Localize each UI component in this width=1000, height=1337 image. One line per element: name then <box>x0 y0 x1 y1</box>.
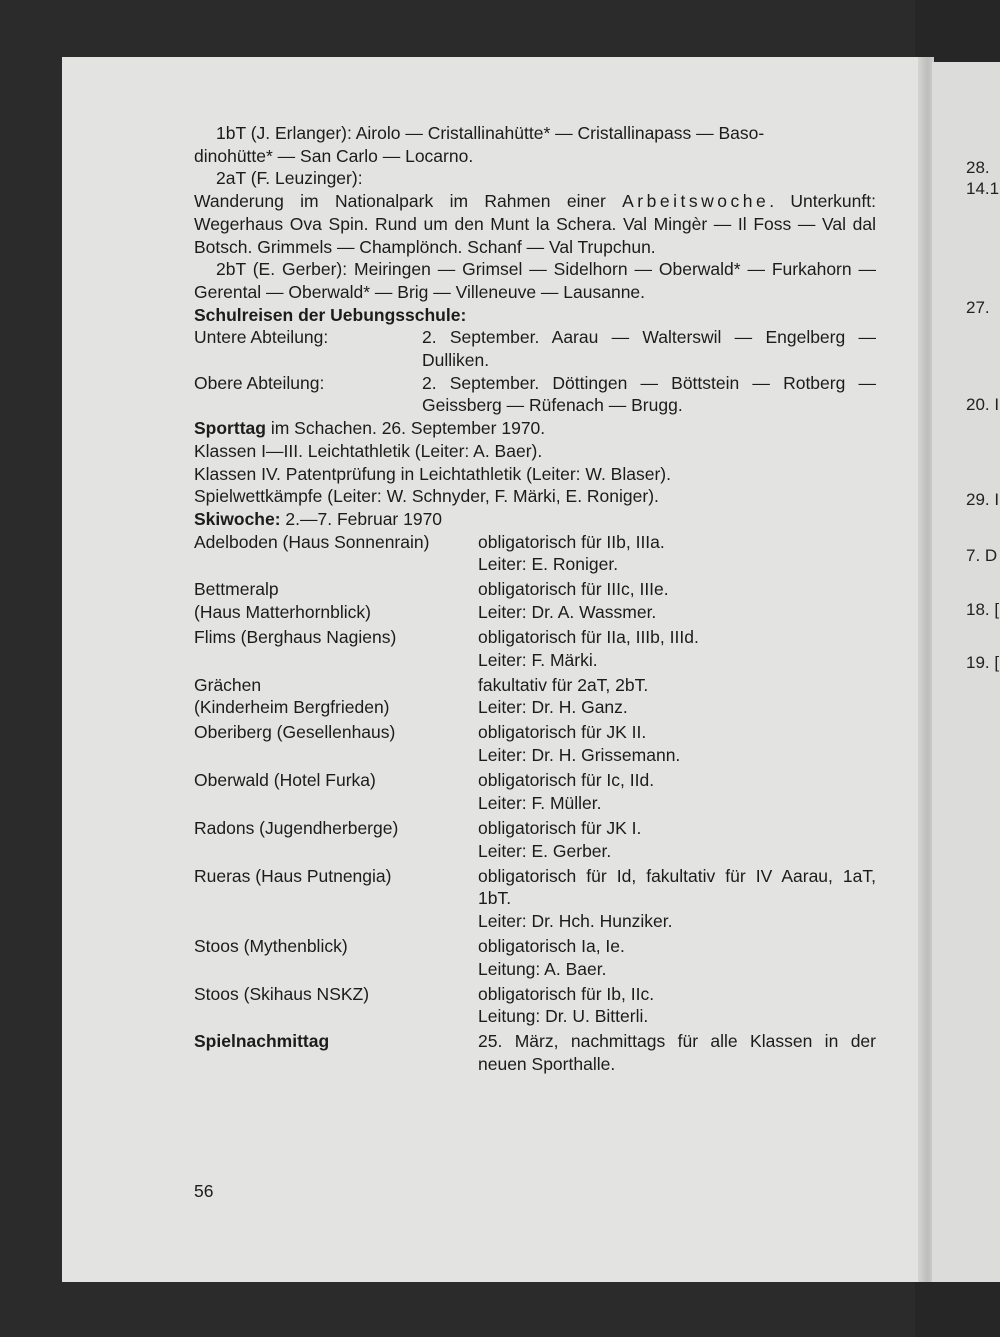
skiwoche-heading-rest: 2.—7. Februar 1970 <box>280 508 443 529</box>
next-page-fragment: 20. I <box>966 395 1000 414</box>
ski-leader: Leiter: F. Märki. <box>478 649 598 670</box>
sporttag-heading-bold: Sporttag <box>194 418 266 439</box>
tour-2aT-text-a: Wanderung im Nationalpark im Rahmen einer <box>194 191 606 212</box>
ski-place <box>194 769 478 814</box>
ski-leader: Leiter: Dr. H. Grissemann. <box>478 745 681 766</box>
ski-place-name: Adelboden (Haus Sonnenrain) <box>194 531 430 552</box>
ski-leader: Leiter: F. Müller. <box>478 792 602 813</box>
tour-2aT-spaced-word: Arbeitswoche <box>622 191 770 212</box>
next-page-fragment: 14.1 <box>966 179 1000 198</box>
ski-info-text: obligatorisch für Ic, IId. <box>478 770 655 791</box>
next-page-fragment: 18. [ <box>966 600 1000 619</box>
ski-info-text: obligatorisch für Id, fakultativ für IV Aarau, 1aT, 1bT. <box>478 865 876 909</box>
ski-place <box>194 531 478 576</box>
ski-place-detail: (Haus Matterhornblick) <box>194 602 371 623</box>
sporttag-line: Klassen IV. Patentprüfung in Leichtathletik (Leiter: W. Blaser). <box>194 463 671 484</box>
ski-leader: Leiter: Dr. H. Ganz. <box>478 697 628 718</box>
ski-place-detail: (Kinderheim Bergfrieden) <box>194 697 390 718</box>
ski-info-text: obligatorisch Ia, Ie. <box>478 935 625 956</box>
ski-place <box>194 578 478 623</box>
ski-info-text: obligatorisch für Ib, IIc. <box>478 983 655 1004</box>
ski-leader: Leiter: E. Roniger. <box>478 554 619 575</box>
schulreisen-label: Untere Abteilung: <box>194 327 329 348</box>
ski-info-text: obligatorisch für IIIc, IIIe. <box>478 579 669 600</box>
ski-place <box>194 865 478 933</box>
ski-place-name: Stoos (Mythenblick) <box>194 935 348 956</box>
ski-info <box>478 626 876 671</box>
ski-leader: Leiter: Dr. Hch. Hunziker. <box>478 910 673 931</box>
ski-info <box>478 983 876 1028</box>
ski-place <box>194 626 478 671</box>
spielnachmittag-label-cell <box>194 1030 478 1075</box>
ski-info <box>478 865 876 933</box>
ski-place-name: Stoos (Skihaus NSKZ) <box>194 983 370 1004</box>
tour-2bT: 2bT (E. Gerber): Meiringen — Grimsel — Sidelhorn — Oberwald* — Furkahorn — Gerental — Oberwald* — Brig — Villeneuve — Lausanne. <box>194 259 876 302</box>
ski-info-text: obligatorisch für IIb, IIIa. <box>478 531 665 552</box>
ski-place <box>194 935 478 980</box>
schulreisen-heading-text: Schulreisen der Uebungsschule: <box>194 304 467 325</box>
ski-leader: Leiter: E. Gerber. <box>478 840 612 861</box>
ski-leader: Leitung: Dr. U. Bitterli. <box>478 1006 649 1027</box>
next-page-fragment: 7. D <box>966 546 998 565</box>
ski-info-text: obligatorisch für JK II. <box>478 722 647 743</box>
ski-place-name: Oberiberg (Gesellenhaus) <box>194 722 396 743</box>
schulreisen-text: 2. September. Döttingen — Böttstein — Rotberg — Geissberg — Rüfenach — Brugg. <box>422 372 876 416</box>
ski-place <box>194 674 478 719</box>
ski-leader: Leiter: Dr. A. Wassmer. <box>478 602 657 623</box>
next-page-fragment: 28. <box>966 158 990 177</box>
skiwoche-heading-bold: Skiwoche: <box>194 508 281 529</box>
next-page-fragment: 19. [ <box>966 653 1000 672</box>
ski-info <box>478 817 876 862</box>
sporttag-heading-rest: im Schachen. 26. September 1970. <box>265 418 546 439</box>
ski-place-name: Flims (Berghaus Nagiens) <box>194 627 397 648</box>
ski-place-name: Rueras (Haus Putnengia) <box>194 865 392 886</box>
next-page-strip <box>932 62 1000 1282</box>
ski-info <box>478 674 876 719</box>
ski-info-text: obligatorisch für JK I. <box>478 817 642 838</box>
spielnachmittag-label: Spielnachmittag <box>194 1031 330 1052</box>
sporttag-line: Klassen I—III. Leichtathletik (Leiter: A. Baer). <box>194 440 543 461</box>
sporttag-line: Spielwettkämpfe (Leiter: W. Schnyder, F. Märki, E. Roniger). <box>194 486 659 507</box>
ski-info <box>478 578 876 623</box>
ski-leader: Leitung: A. Baer. <box>478 958 607 979</box>
tour-2aT-heading: 2aT (F. Leuzinger): <box>216 168 363 189</box>
page-content <box>194 122 876 1076</box>
skiwoche-table <box>194 531 876 1076</box>
ski-info <box>478 935 876 980</box>
ski-info <box>478 769 876 814</box>
tour-2aT-text <box>194 190 876 258</box>
next-page-fragment: 29. I <box>966 490 1000 509</box>
ski-place <box>194 983 478 1028</box>
page-number: 56 <box>194 1181 214 1201</box>
sporttag-heading <box>194 417 876 440</box>
schulreisen-label: Obere Abteilung: <box>194 372 325 393</box>
ski-info <box>478 721 876 766</box>
ski-place-name: Radons (Jugendherberge) <box>194 817 399 838</box>
schulreisen-text: 2. September. Aarau — Walterswil — Engelberg — Dulliken. <box>422 327 876 371</box>
tour-2aT-text-b: . Unterkunft: Wegerhaus Ova Spin. Rund um den Munt la Schera. Val Mingèr — Il Foss — Val dal Botsch. Grimmels — Champlönch. Schanf — Val Trupchun. <box>194 191 876 257</box>
ski-place-name: Grächen <box>194 674 262 695</box>
tour-1bT-line1: 1bT (J. Erlanger): Airolo — Cristallinahütte* — Cristallinapass — Baso- <box>216 123 765 143</box>
next-page-fragment: 27. <box>966 298 990 317</box>
ski-place <box>194 721 478 766</box>
ski-place <box>194 817 478 862</box>
tour-1bT-line2: dinohütte* — San Carlo — Locarno. <box>194 145 474 166</box>
ski-info-text: obligatorisch für IIa, IIIb, IIId. <box>478 627 699 648</box>
ski-info-text: fakultativ für 2aT, 2bT. <box>478 674 649 695</box>
ski-place-name: Bettmeralp <box>194 579 279 600</box>
ski-info <box>478 531 876 576</box>
ski-place-name: Oberwald (Hotel Furka) <box>194 770 376 791</box>
schulreisen-table <box>194 326 876 417</box>
spielnachmittag-text: 25. März, nachmittags für alle Klassen in der neuen Sporthalle. <box>478 1031 876 1075</box>
schulreisen-heading <box>194 304 876 327</box>
skiwoche-heading <box>194 508 876 531</box>
